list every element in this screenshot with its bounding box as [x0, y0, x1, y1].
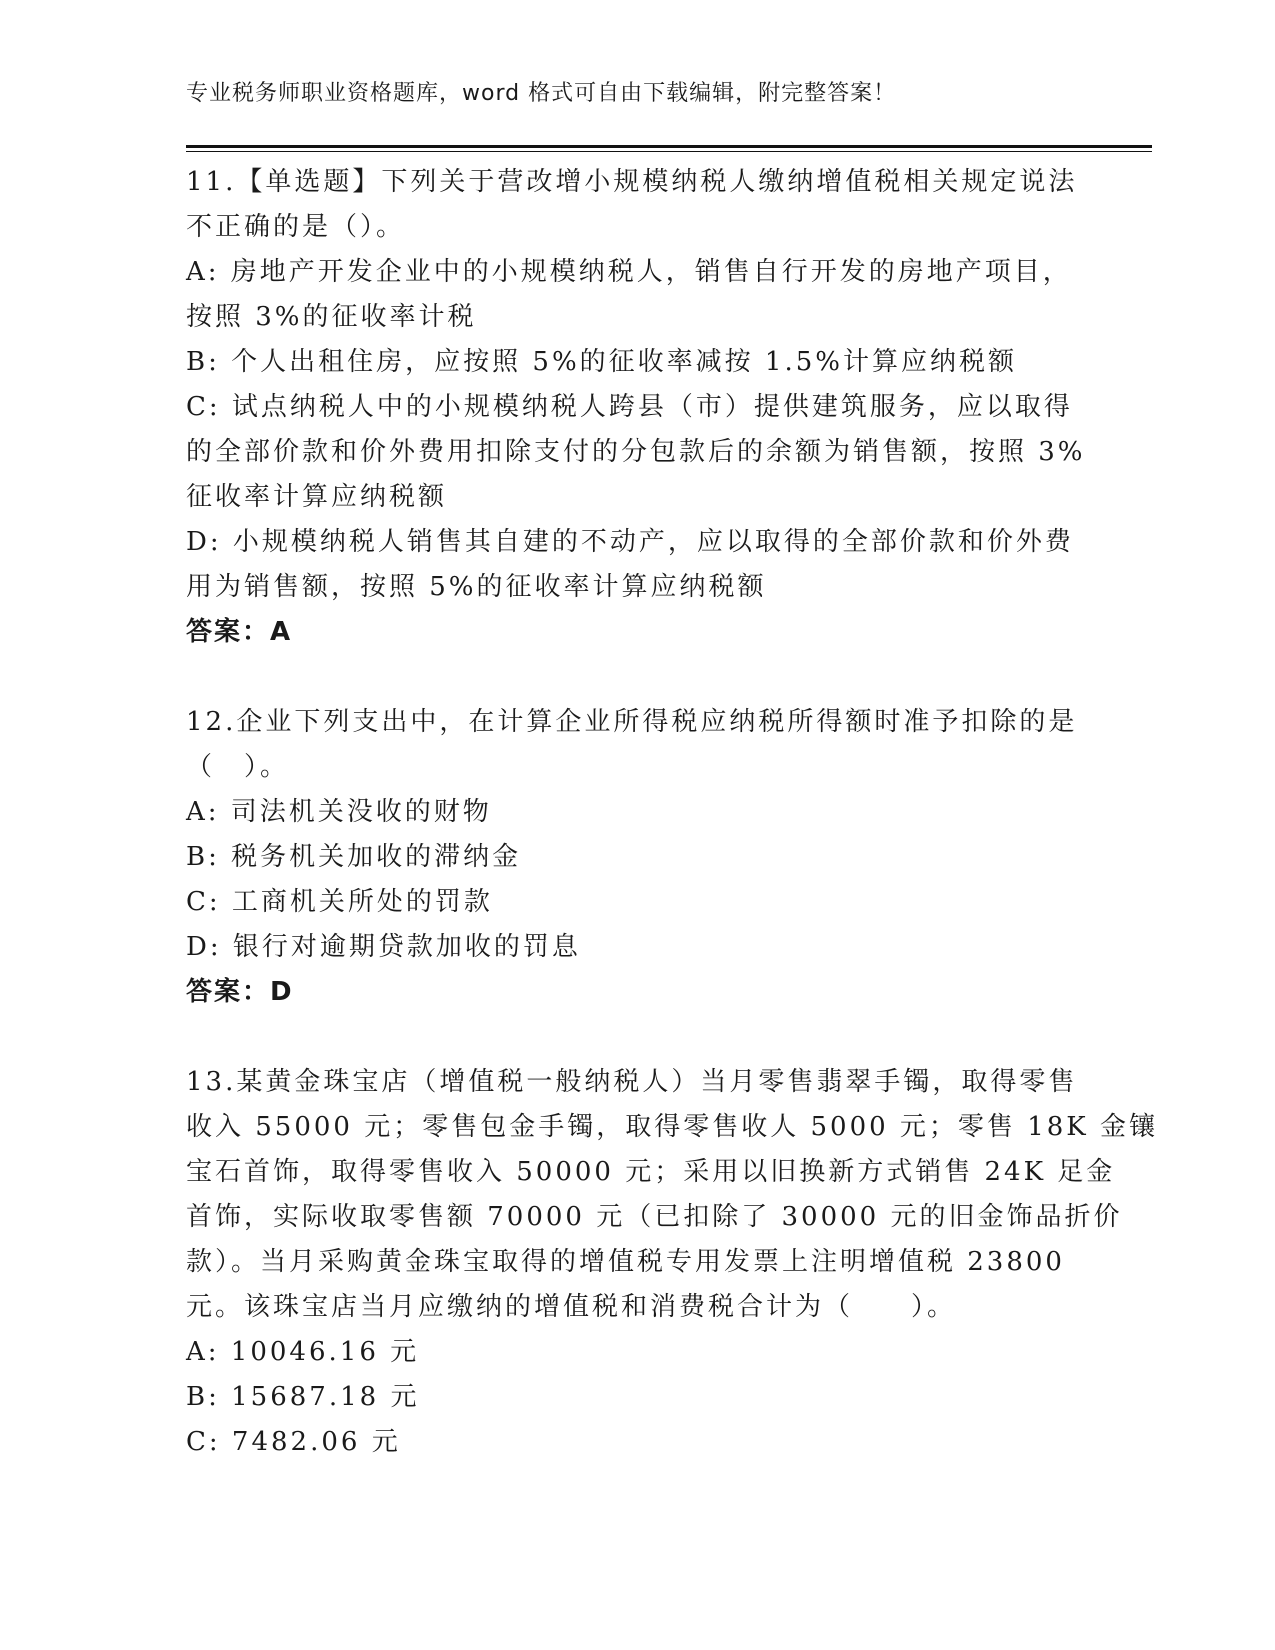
question-stem-line: （ ）。	[186, 752, 290, 782]
question-stem-line: 11.【单选题】下列关于营改增小规模纳税人缴纳增值税相关规定说法	[186, 167, 1078, 197]
question-block	[186, 1060, 1158, 1465]
question-gap	[186, 1015, 1086, 1060]
option-line: 的全部价款和价外费用扣除支付的分包款后的余额为销售额，按照 3%	[186, 437, 1086, 467]
page-header: 专业税务师职业资格题库，word 格式可自由下载编辑，附完整答案！	[186, 81, 897, 106]
option-line: C: 工商机关所处的罚款	[186, 887, 493, 917]
option-line: 用为销售额，按照 5%的征收率计算应纳税额	[186, 572, 767, 602]
header-rule-thin	[186, 151, 1152, 152]
option-line: A: 司法机关没收的财物	[186, 797, 492, 827]
option-line: A: 10046.16 元	[186, 1337, 420, 1367]
option-line: C: 试点纳税人中的小规模纳税人跨县（市）提供建筑服务，应以取得	[186, 392, 1073, 422]
question-stem-line: 12.企业下列支出中，在计算企业所得税应纳税所得额时准予扣除的是	[186, 707, 1078, 737]
question-stem-line: 收入 55000 元；零售包金手镯，取得零售收人 5000 元；零售 18K 金镶	[186, 1112, 1158, 1142]
question-gap	[186, 655, 1086, 700]
option-line: C: 7482.06 元	[186, 1427, 401, 1457]
option-line: B: 税务机关加收的滞纳金	[186, 842, 522, 872]
question-list	[186, 160, 1158, 1465]
option-line: D: 小规模纳税人销售其自建的不动产，应以取得的全部价款和价外费	[186, 527, 1074, 557]
option-line: 按照 3%的征收率计税	[186, 302, 477, 332]
question-stem-line: 不正确的是（）。	[186, 212, 406, 242]
answer-line: 答案：A	[186, 617, 293, 647]
option-line: A: 房地产开发企业中的小规模纳税人，销售自行开发的房地产项目，	[186, 257, 1072, 287]
question-block	[186, 160, 1086, 655]
option-line: B: 个人出租住房，应按照 5%的征收率减按 1.5%计算应纳税额	[186, 347, 1017, 377]
header-rule-thick	[186, 145, 1152, 148]
question-block	[186, 700, 1086, 1015]
answer-line: 答案：D	[186, 977, 294, 1007]
option-line: D: 银行对逾期贷款加收的罚息	[186, 932, 581, 962]
question-stem-line: 首饰，实际收取零售额 70000 元（已扣除了 30000 元的旧金饰品折价	[186, 1202, 1123, 1232]
question-stem-line: 元。该珠宝店当月应缴纳的增值税和消费税合计为（ ）。	[186, 1292, 957, 1322]
question-stem-line: 款）。当月采购黄金珠宝取得的增值税专用发票上注明增值税 23800	[186, 1247, 1065, 1277]
question-stem-line: 13.某黄金珠宝店（增值税一般纳税人）当月零售翡翠手镯，取得零售	[186, 1067, 1078, 1097]
question-stem-line: 宝石首饰，取得零售收入 50000 元；采用以旧换新方式销售 24K 足金	[186, 1157, 1116, 1187]
option-line: B: 15687.18 元	[186, 1382, 420, 1412]
option-line: 征收率计算应纳税额	[186, 482, 448, 512]
